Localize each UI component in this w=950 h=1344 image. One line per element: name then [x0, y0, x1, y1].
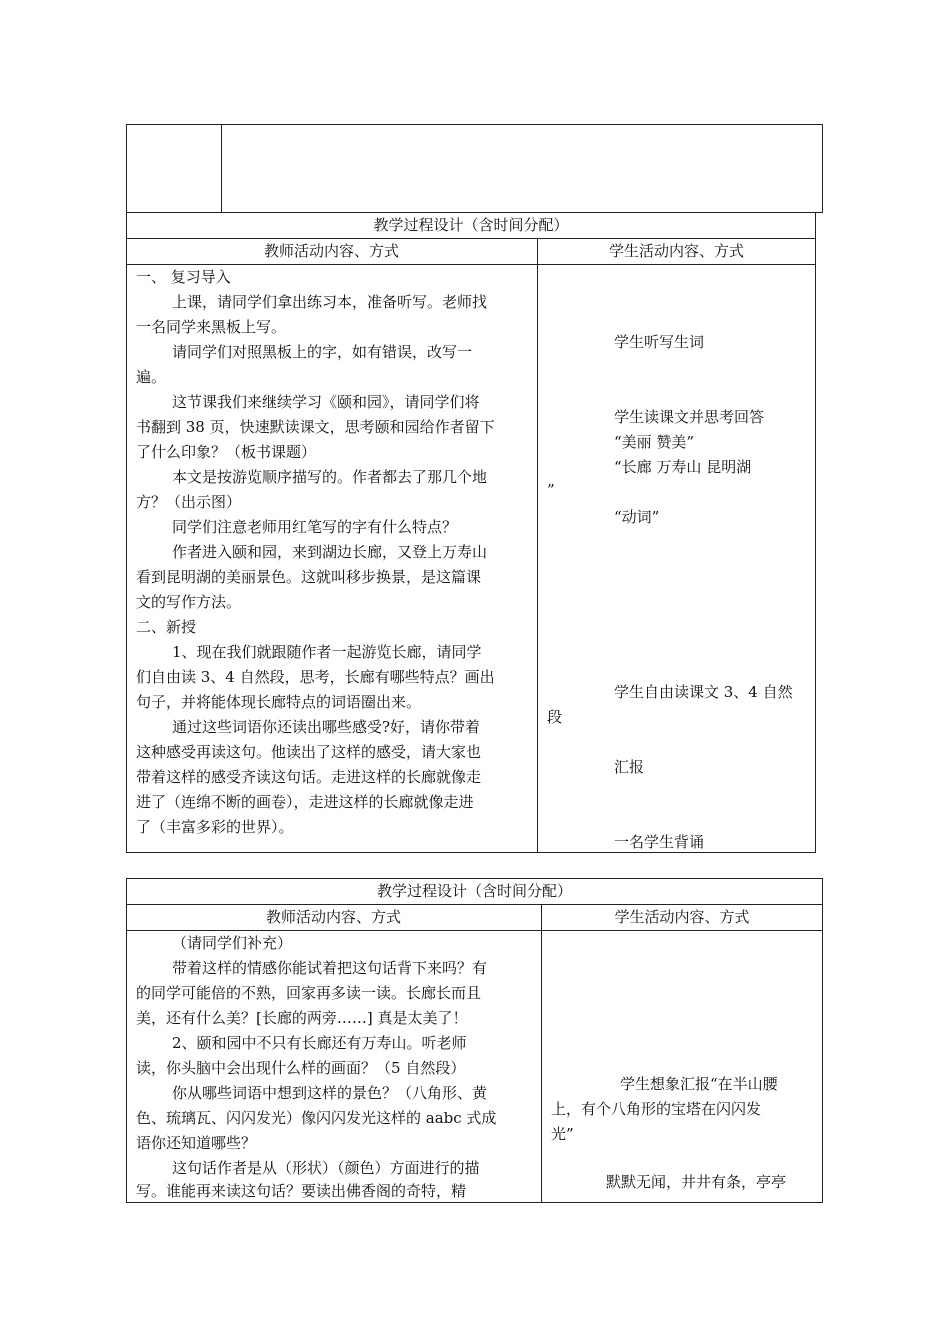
- t2-teacher-line: 带着这样的情感你能试着把这句话背下来吗？有: [172, 959, 488, 977]
- t1-teacher-line: 看到昆明湖的美丽景色。这就叫移步换景，是这篇课: [136, 568, 482, 586]
- t1-teacher-line: 二、新授: [136, 618, 197, 636]
- t1-teacher-line: 了什么印象？（板书课题）: [136, 443, 317, 461]
- table1-title: 教学过程设计（含时间分配）: [373, 216, 569, 234]
- t1-teacher-line: 请同学们对照黑板上的字，如有错误，改写一: [172, 343, 473, 361]
- t1-teacher-line: 方？（出示图）: [136, 493, 242, 511]
- t1-student-line: 一名学生背诵: [614, 833, 705, 851]
- table1-teacher-header: 教师活动内容、方式: [263, 242, 399, 260]
- t2-teacher-line: 读，你头脑中会出现什么样的画面？（5 自然段）: [136, 1059, 466, 1077]
- top-box-divider: [221, 124, 222, 213]
- table2-column-divider: [541, 904, 542, 1203]
- t1-student-line: 学生读课文并思考回答: [614, 408, 765, 426]
- t1-teacher-line: 们自由读 3、4 自然段，思考，长廊有哪些特点？画出: [136, 668, 495, 686]
- t2-student-line: 上，有个八角形的宝塔在闪闪发: [551, 1100, 762, 1118]
- t2-teacher-line: 色、琉璃瓦、闪闪发光）像闪闪发光这样的 aabc 式成: [136, 1109, 497, 1127]
- t2-teacher-line: 2、颐和园中不只有长廊还有万寿山。听老师: [172, 1034, 467, 1052]
- t2-teacher-line: 语你还知道哪些？: [136, 1134, 257, 1152]
- t1-teacher-line: 同学们注意老师用红笔写的字有什么特点？: [172, 518, 458, 536]
- t2-teacher-line: 写。谁能再来读这句话？要读出佛香阁的奇特，精: [136, 1182, 467, 1200]
- t1-student-line: “动词”: [614, 508, 660, 526]
- t1-teacher-line: 一名同学来黑板上写。: [136, 318, 287, 336]
- t1-teacher-line: 本文是按游览顺序描写的。作者都去了那几个地: [172, 468, 488, 486]
- t2-student-line: 光”: [551, 1125, 574, 1143]
- t2-teacher-line: 美，还有什么美？[长廊的两旁……] 真是太美了！: [136, 1009, 468, 1027]
- t1-teacher-line: 文的写作方法。: [136, 593, 242, 611]
- t1-teacher-line: 进了（连绵不断的画卷），走进这样的长廊就像走进: [136, 793, 474, 811]
- t1-teacher-line: 句子，并将能体现长廊特点的词语圈出来。: [136, 693, 422, 711]
- t2-student-line: 学生想象汇报“在半山腰: [620, 1075, 778, 1093]
- table2-student-header: 学生活动内容、方式: [614, 908, 750, 926]
- t1-teacher-line: 一、 复习导入: [136, 268, 231, 286]
- t1-teacher-line: 带着这样的感受齐读这句话。走进这样的长廊就像走: [136, 768, 482, 786]
- t1-teacher-line: 这节课我们来继续学习《颐和园》，请同学们将: [172, 393, 480, 411]
- t2-teacher-line: 的同学可能倍的不熟，回家再多读一读。长廊长而且: [136, 984, 482, 1002]
- t1-student-line: 段: [547, 708, 563, 726]
- t1-teacher-line: 上课，请同学们拿出练习本，准备听写。老师找: [172, 293, 488, 311]
- table1-student-header: 学生活动内容、方式: [608, 242, 744, 260]
- t2-teacher-line: 这句话作者是从（形状）（颜色）方面进行的描: [172, 1159, 480, 1177]
- t2-student-line: 默默无闻，井井有条，亭亭: [606, 1173, 787, 1191]
- t2-teacher-line: （请同学们补充）: [172, 934, 293, 952]
- t1-teacher-line: 1、现在我们就跟随作者一起游览长廊，请同学: [172, 643, 482, 661]
- t1-teacher-line: 了（丰富多彩的世界）。: [136, 818, 294, 836]
- t1-teacher-line: 书翻到 38 页，快速默读课文，思考颐和园给作者留下: [136, 418, 495, 436]
- t1-teacher-line: 遍。: [136, 368, 167, 386]
- t1-student-line: 汇报: [614, 758, 645, 776]
- t2-teacher-line: 你从哪些词语中想到这样的景色？（八角形、黄: [172, 1084, 488, 1102]
- top-empty-box: [126, 124, 823, 213]
- t1-student-line: “美丽 赞美”: [614, 433, 695, 451]
- t1-teacher-line: 作者进入颐和园，来到湖边长廊，又登上万寿山: [172, 543, 488, 561]
- table1-column-divider: [537, 238, 538, 853]
- t1-student-line: 学生听写生词: [614, 333, 705, 351]
- table2-teacher-header: 教师活动内容、方式: [265, 908, 401, 926]
- t1-student-line: 学生自由读课文 3、4 自然: [614, 683, 793, 701]
- t1-teacher-line: 这种感受再读这句。他读出了这样的感受，请大家也: [136, 743, 482, 761]
- table2-title: 教学过程设计（含时间分配）: [376, 882, 572, 900]
- t1-teacher-line: 通过这些词语你还读出哪些感受?好，请你带着: [172, 718, 481, 736]
- t1-student-line: “长廊 万寿山 昆明湖: [614, 458, 752, 476]
- t1-student-line: ”: [547, 481, 555, 499]
